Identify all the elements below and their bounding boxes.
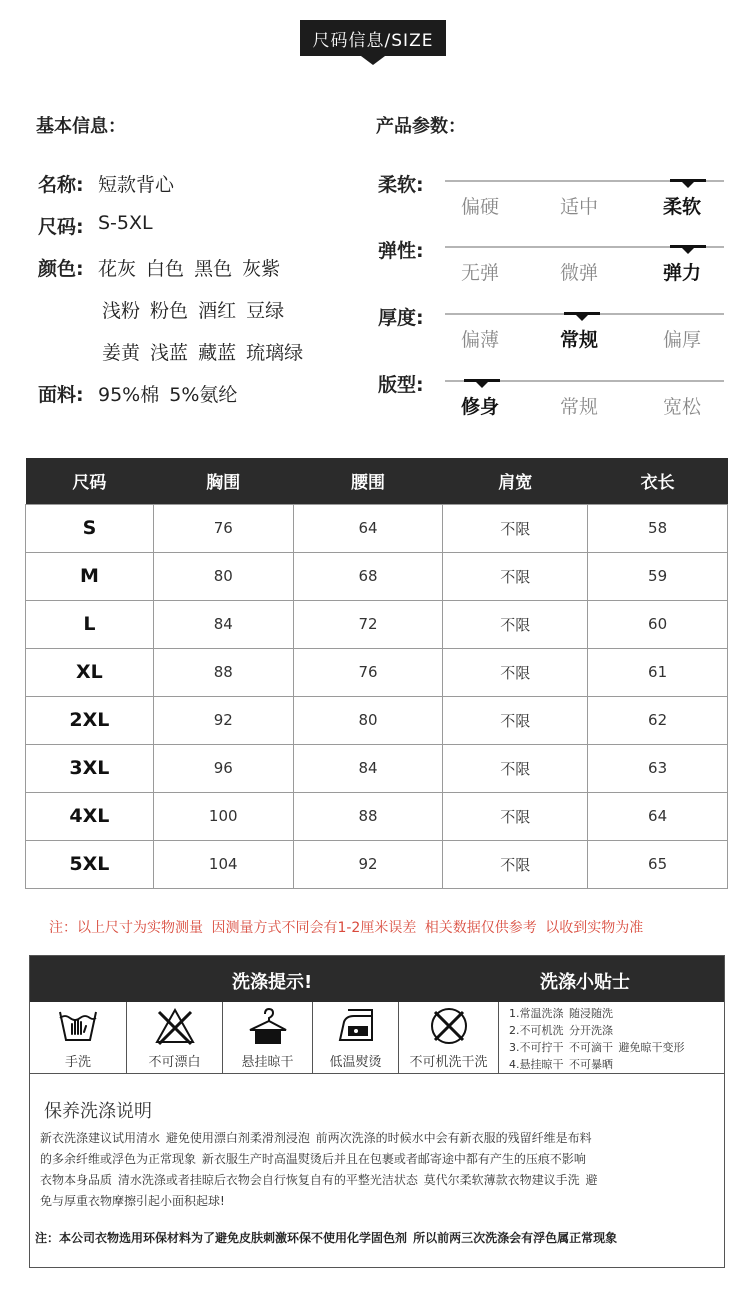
- param-option: 修身: [460, 396, 499, 418]
- care-line: 新衣洗涤建议试用清水 避免使用漂白剂柔滑剂浸泡 前两次洗涤的时候水中会有新衣服的残留纤维是布料: [40, 1131, 592, 1145]
- wash-icon-cell: [223, 1002, 313, 1074]
- table-cell: 不限: [443, 696, 588, 744]
- param-option: 无弹: [460, 262, 499, 284]
- table-cell: 不限: [443, 648, 588, 696]
- table-cell: 5XL: [26, 840, 154, 888]
- info-value: 花灰 白色 黑色 灰紫: [98, 258, 281, 280]
- info-value: S-5XL: [98, 212, 153, 234]
- table-cell: 62: [588, 696, 728, 744]
- table-cell: L: [26, 600, 154, 648]
- header-length: 衣长: [588, 458, 728, 504]
- table-cell: 不限: [443, 744, 588, 792]
- hang-dry-icon: [246, 1006, 290, 1046]
- table-cell: 100: [153, 792, 293, 840]
- low-iron-icon: [334, 1006, 378, 1046]
- table-cell: 64: [293, 504, 443, 552]
- table-cell: XL: [26, 648, 154, 696]
- size-table: [25, 458, 728, 889]
- table-row: [26, 552, 728, 600]
- table-cell: 96: [153, 744, 293, 792]
- table-cell: 65: [588, 840, 728, 888]
- info-key: 尺码:: [38, 216, 84, 238]
- care-body: [40, 1128, 710, 1212]
- table-cell: 92: [293, 840, 443, 888]
- param-selected-marker: [464, 379, 500, 382]
- param-option: 偏厚: [662, 329, 701, 351]
- info-key: 面料:: [38, 384, 84, 406]
- section-title-tag: [300, 20, 446, 56]
- measurement-note: 注：以上尺寸为实物测量 因测量方式不同会有1-2厘米误差 相关数据仅供参考 以收到实物为准: [49, 920, 644, 936]
- wash-icon-cell: [399, 1002, 499, 1074]
- param-label: 柔软:: [378, 174, 424, 196]
- info-row-color: [38, 254, 280, 281]
- table-cell: 4XL: [26, 792, 154, 840]
- param-label: 弹性:: [378, 240, 424, 262]
- param-option: 弹力: [662, 262, 701, 284]
- info-row-size: [38, 212, 153, 239]
- icon-caption: 低温熨烫: [329, 1055, 382, 1070]
- icon-caption: 手洗: [64, 1055, 91, 1070]
- table-cell: 84: [153, 600, 293, 648]
- table-cell: 104: [153, 840, 293, 888]
- table-row: [26, 648, 728, 696]
- size-title: 尺码信息/SIZE: [312, 30, 434, 51]
- table-row: [26, 504, 728, 552]
- icon-caption: 悬挂晾干: [241, 1055, 294, 1070]
- table-cell: 不限: [443, 840, 588, 888]
- no-bleach-icon: [153, 1006, 197, 1046]
- param-option: 适中: [559, 196, 598, 218]
- table-row: [26, 600, 728, 648]
- table-cell: 80: [293, 696, 443, 744]
- table-cell: 88: [153, 648, 293, 696]
- wash-icon-cell: [30, 1002, 127, 1074]
- table-cell: 76: [153, 504, 293, 552]
- wash-icon-cell: [127, 1002, 223, 1074]
- table-cell: 64: [588, 792, 728, 840]
- param-selected-marker: [670, 179, 706, 182]
- table-row: [26, 744, 728, 792]
- table-cell: 2XL: [26, 696, 154, 744]
- table-cell: 72: [293, 600, 443, 648]
- param-selected-marker: [670, 245, 706, 248]
- table-cell: 不限: [443, 504, 588, 552]
- wash-header: [30, 956, 724, 1002]
- table-cell: 63: [588, 744, 728, 792]
- param-option: 常规: [559, 396, 598, 418]
- basic-info-title: 基本信息：: [36, 116, 126, 137]
- info-key: 颜色:: [38, 258, 84, 280]
- wash-icon-cell: [313, 1002, 399, 1074]
- table-cell: 3XL: [26, 744, 154, 792]
- color-list-cont-2: 姜黄 浅蓝 藏蓝 琉璃绿: [102, 342, 304, 364]
- title-arrow: [361, 56, 385, 65]
- table-cell: 不限: [443, 792, 588, 840]
- info-row-fabric: [38, 380, 237, 407]
- info-row-name: [38, 170, 174, 197]
- table-cell: 92: [153, 696, 293, 744]
- info-value: 95%棉 5%氨纶: [98, 384, 238, 406]
- no-dry-clean-icon: [427, 1006, 471, 1046]
- wash-tips-list: [499, 1002, 724, 1073]
- table-cell: 61: [588, 648, 728, 696]
- wash-tip-item: 4.悬挂晾干 不可暴晒: [509, 1058, 613, 1071]
- info-key: 名称:: [38, 174, 84, 196]
- table-cell: 59: [588, 552, 728, 600]
- param-label: 版型:: [378, 374, 424, 396]
- table-cell: 不限: [443, 552, 588, 600]
- param-option: 偏硬: [460, 196, 499, 218]
- wash-tip-item: 2.不可机洗 分开洗涤: [509, 1024, 613, 1037]
- wash-tip-item: 1.常温洗涤 随浸随洗: [509, 1007, 613, 1020]
- param-label: 厚度:: [378, 307, 424, 329]
- care-title: 保养洗涤说明: [44, 1101, 152, 1122]
- color-list-cont-1: 浅粉 粉色 酒红 豆绿: [102, 300, 285, 322]
- table-cell: S: [26, 504, 154, 552]
- care-note: 注：本公司衣物选用环保材料为了避免皮肤刺激环保不使用化学固色剂 所以前两三次洗涤会有浮色属正常现象: [35, 1231, 618, 1245]
- table-cell: 68: [293, 552, 443, 600]
- table-cell: 88: [293, 792, 443, 840]
- table-row: [26, 696, 728, 744]
- header-size: 尺码: [26, 458, 154, 504]
- param-option: 微弹: [559, 262, 598, 284]
- product-params-title: 产品参数：: [376, 116, 466, 137]
- param-option: 宽松: [662, 396, 701, 418]
- param-option: 柔软: [662, 196, 701, 218]
- table-cell: M: [26, 552, 154, 600]
- icon-caption: 不可机洗干洗: [409, 1055, 488, 1070]
- hand-wash-icon: [56, 1006, 100, 1046]
- param-option: 常规: [559, 329, 598, 351]
- wash-tip-item: 3.不可拧干 不可滴干 避免晾干变形: [509, 1041, 685, 1054]
- param-option: 偏薄: [460, 329, 499, 351]
- table-cell: 84: [293, 744, 443, 792]
- wash-tips-title: 洗涤小贴士: [540, 972, 630, 993]
- care-line: 衣物本身品质 清水洗涤或者挂晾后衣物会自行恢复自有的平整光洁状态 莫代尔柔软薄款衣物建议手洗 避: [40, 1173, 598, 1187]
- wash-section: [29, 955, 725, 1268]
- table-cell: 60: [588, 600, 728, 648]
- wash-title: 洗涤提示!: [232, 972, 313, 993]
- care-line: 的多余纤维或浮色为正常现象 新衣服生产时高温熨烫后并且在包裹或者邮寄途中都有产生的压痕不影响: [40, 1152, 586, 1166]
- table-row: [26, 792, 728, 840]
- table-cell: 80: [153, 552, 293, 600]
- table-cell: 58: [588, 504, 728, 552]
- table-cell: 不限: [443, 600, 588, 648]
- param-selected-marker: [564, 312, 600, 315]
- wash-icons-row: [30, 1002, 724, 1074]
- table-row: [26, 840, 728, 888]
- icon-caption: 不可漂白: [148, 1055, 201, 1070]
- header-shoulder: 肩宽: [443, 458, 588, 504]
- table-header-row: [26, 458, 728, 504]
- table-cell: 76: [293, 648, 443, 696]
- info-value: 短款背心: [98, 174, 175, 196]
- care-line: 免与厚重衣物摩擦引起小面积起球!: [40, 1194, 225, 1208]
- header-waist: 腰围: [293, 458, 443, 504]
- header-chest: 胸围: [153, 458, 293, 504]
